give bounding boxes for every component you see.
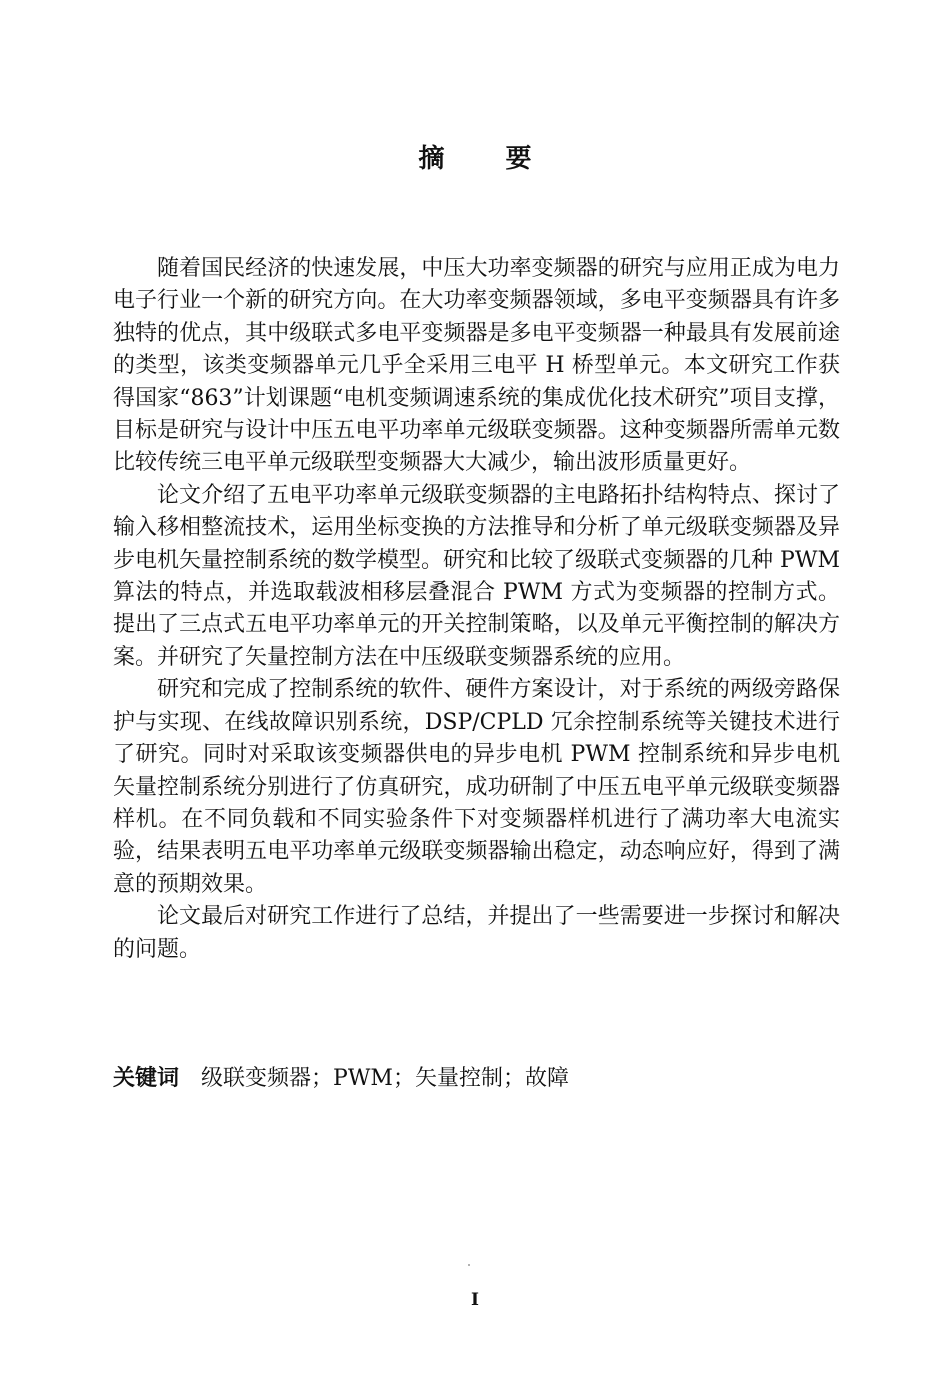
abstract-paragraph-4: 论文最后对研究工作进行了总结，并提出了一些需要进一步探讨和解决的问题。: [113, 904, 840, 962]
abstract-paragraph-2: 论文介绍了五电平功率单元级联变频器的主电路拓扑结构特点、探讨了输入移相整流技术，运用坐标变换的方法推导和分析了单元级联变频器及异步电机矢量控制系统的数学模型。研究和比较了级联式变频器的几种 PWM 算法的特点，并选取载波相移层叠混合 PWM 方式为变频器的控制方式。提出了三点式五电平功率单元的开关控制策略，以及单元平衡控制的解决方案。并研究了矢量控制方法在中压级联变频器系统的应用。: [113, 482, 840, 670]
abstract-paragraph-3: 研究和完成了控制系统的软件、硬件方案设计，对于系统的两级旁路保护与实现、在线故障识别系统，DSP/CPLD 冗余控制系统等关键技术进行了研究。同时对采取该变频器供电的异步电机 PWM 控制系统和异步电机矢量控制系统分别进行了仿真研究，成功研制了中压五电平单元级联变频器样机。在不同负载和不同实验条件下对变频器样机进行了满功率大电流实验，结果表明五电平功率单元级联变频器输出稳定，动态响应好，得到了满意的预期效果。: [113, 677, 840, 897]
abstract-title: 摘 要: [418, 144, 558, 174]
keywords-line: [113, 1063, 840, 1095]
scan-speck: [468, 1264, 470, 1266]
keywords-label: 关键词: [113, 1066, 180, 1091]
abstract-body: [113, 253, 840, 966]
keywords-text: 级联变频器；PWM；矢量控制；故障: [201, 1066, 569, 1091]
page-number: I: [471, 1290, 479, 1310]
abstract-paragraph-1: 随着国民经济的快速发展，中压大功率变频器的研究与应用正成为电力电子行业一个新的研究方向。在大功率变频器领域，多电平变频器具有许多独特的优点，其中级联式多电平变频器是多电平变频器一种最具有发展前途的类型，该类变频器单元几乎全采用三电平 H 桥型单元。本文研究工作获得国家“863”计划课题“电机变频调速系统的集成优化技术研究”项目支撑，目标是研究与设计中压五电平功率单元级联变频器。这种变频器所需单元数比较传统三电平单元级联型变频器大大减少，输出波形质量更好。: [113, 256, 840, 476]
